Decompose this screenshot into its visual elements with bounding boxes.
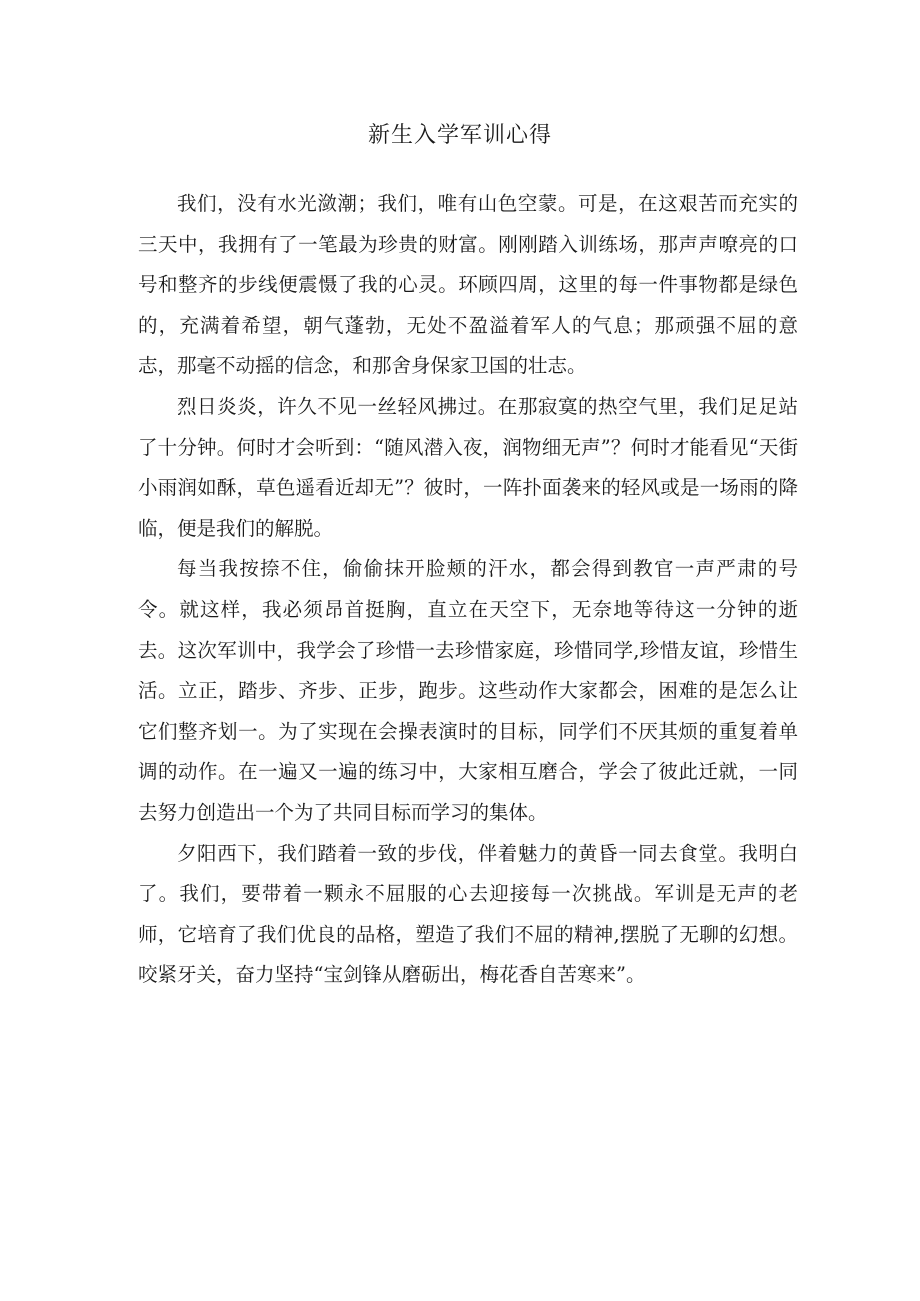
paragraph: 每当我按捺不住，偷偷抹开脸颊的汗水，都会得到教官一声严肃的号令。就这样，我必须昂首挺胸，直立在天空下，无奈地等待这一分钟的逝去。这次军训中，我学会了珍惜一去珍惜家庭，珍惜同学,珍惜友谊，珍惜生活。立正，踏步、齐步、正步，跑步。这些动作大家都会，困难的是怎么让它们整齐划一。为了实现在会操表演时的目标，同学们不厌其烦的重复着单调的动作。在一遍又一遍的练习中，大家相互磨合，学会了彼此迁就，一同去努力创造出一个为了共同目标而学习的集体。 — [138, 557, 798, 824]
document-title: 新生入学军训心得 — [367, 123, 552, 148]
document-body — [138, 184, 798, 996]
paragraph: 烈日炎炎，许久不见一丝轻风拂过。在那寂寞的热空气里，我们足足站了十分钟。何时才会听到：“随风潜入夜，润物细无声”？何时才能看见“天街小雨润如酥，草色遥看近却无”？彼时，一阵扑面袭来的轻风或是一场雨的降临，便是我们的解脱。 — [138, 394, 798, 540]
paragraph: 夕阳西下，我们踏着一致的步伐，伴着魅力的黄昏一同去食堂。我明白了。我们，要带着一颗永不屈服的心去迎接每一次挑战。军训是无声的老师，它培育了我们优良的品格，塑造了我们不屈的精神,摆脱了无聊的幻想。咬紧牙关，奋力坚持“宝剑锋从磨砺出，梅花香自苦寒来”。 — [138, 841, 798, 987]
paragraph: 我们，没有水光潋潮；我们，唯有山色空蒙。可是，在这艰苦而充实的三天中，我拥有了一笔最为珍贵的财富。刚刚踏入训练场，那声声嘹亮的口号和整齐的步线便震慑了我的心灵。环顾四周，这里的每一件事物都是绿色的，充满着希望，朝气蓬勃，无处不盈溢着军人的气息；那顽强不屈的意志，那毫不动摇的信念，和那舍身保家卫国的壮志。 — [138, 192, 798, 378]
